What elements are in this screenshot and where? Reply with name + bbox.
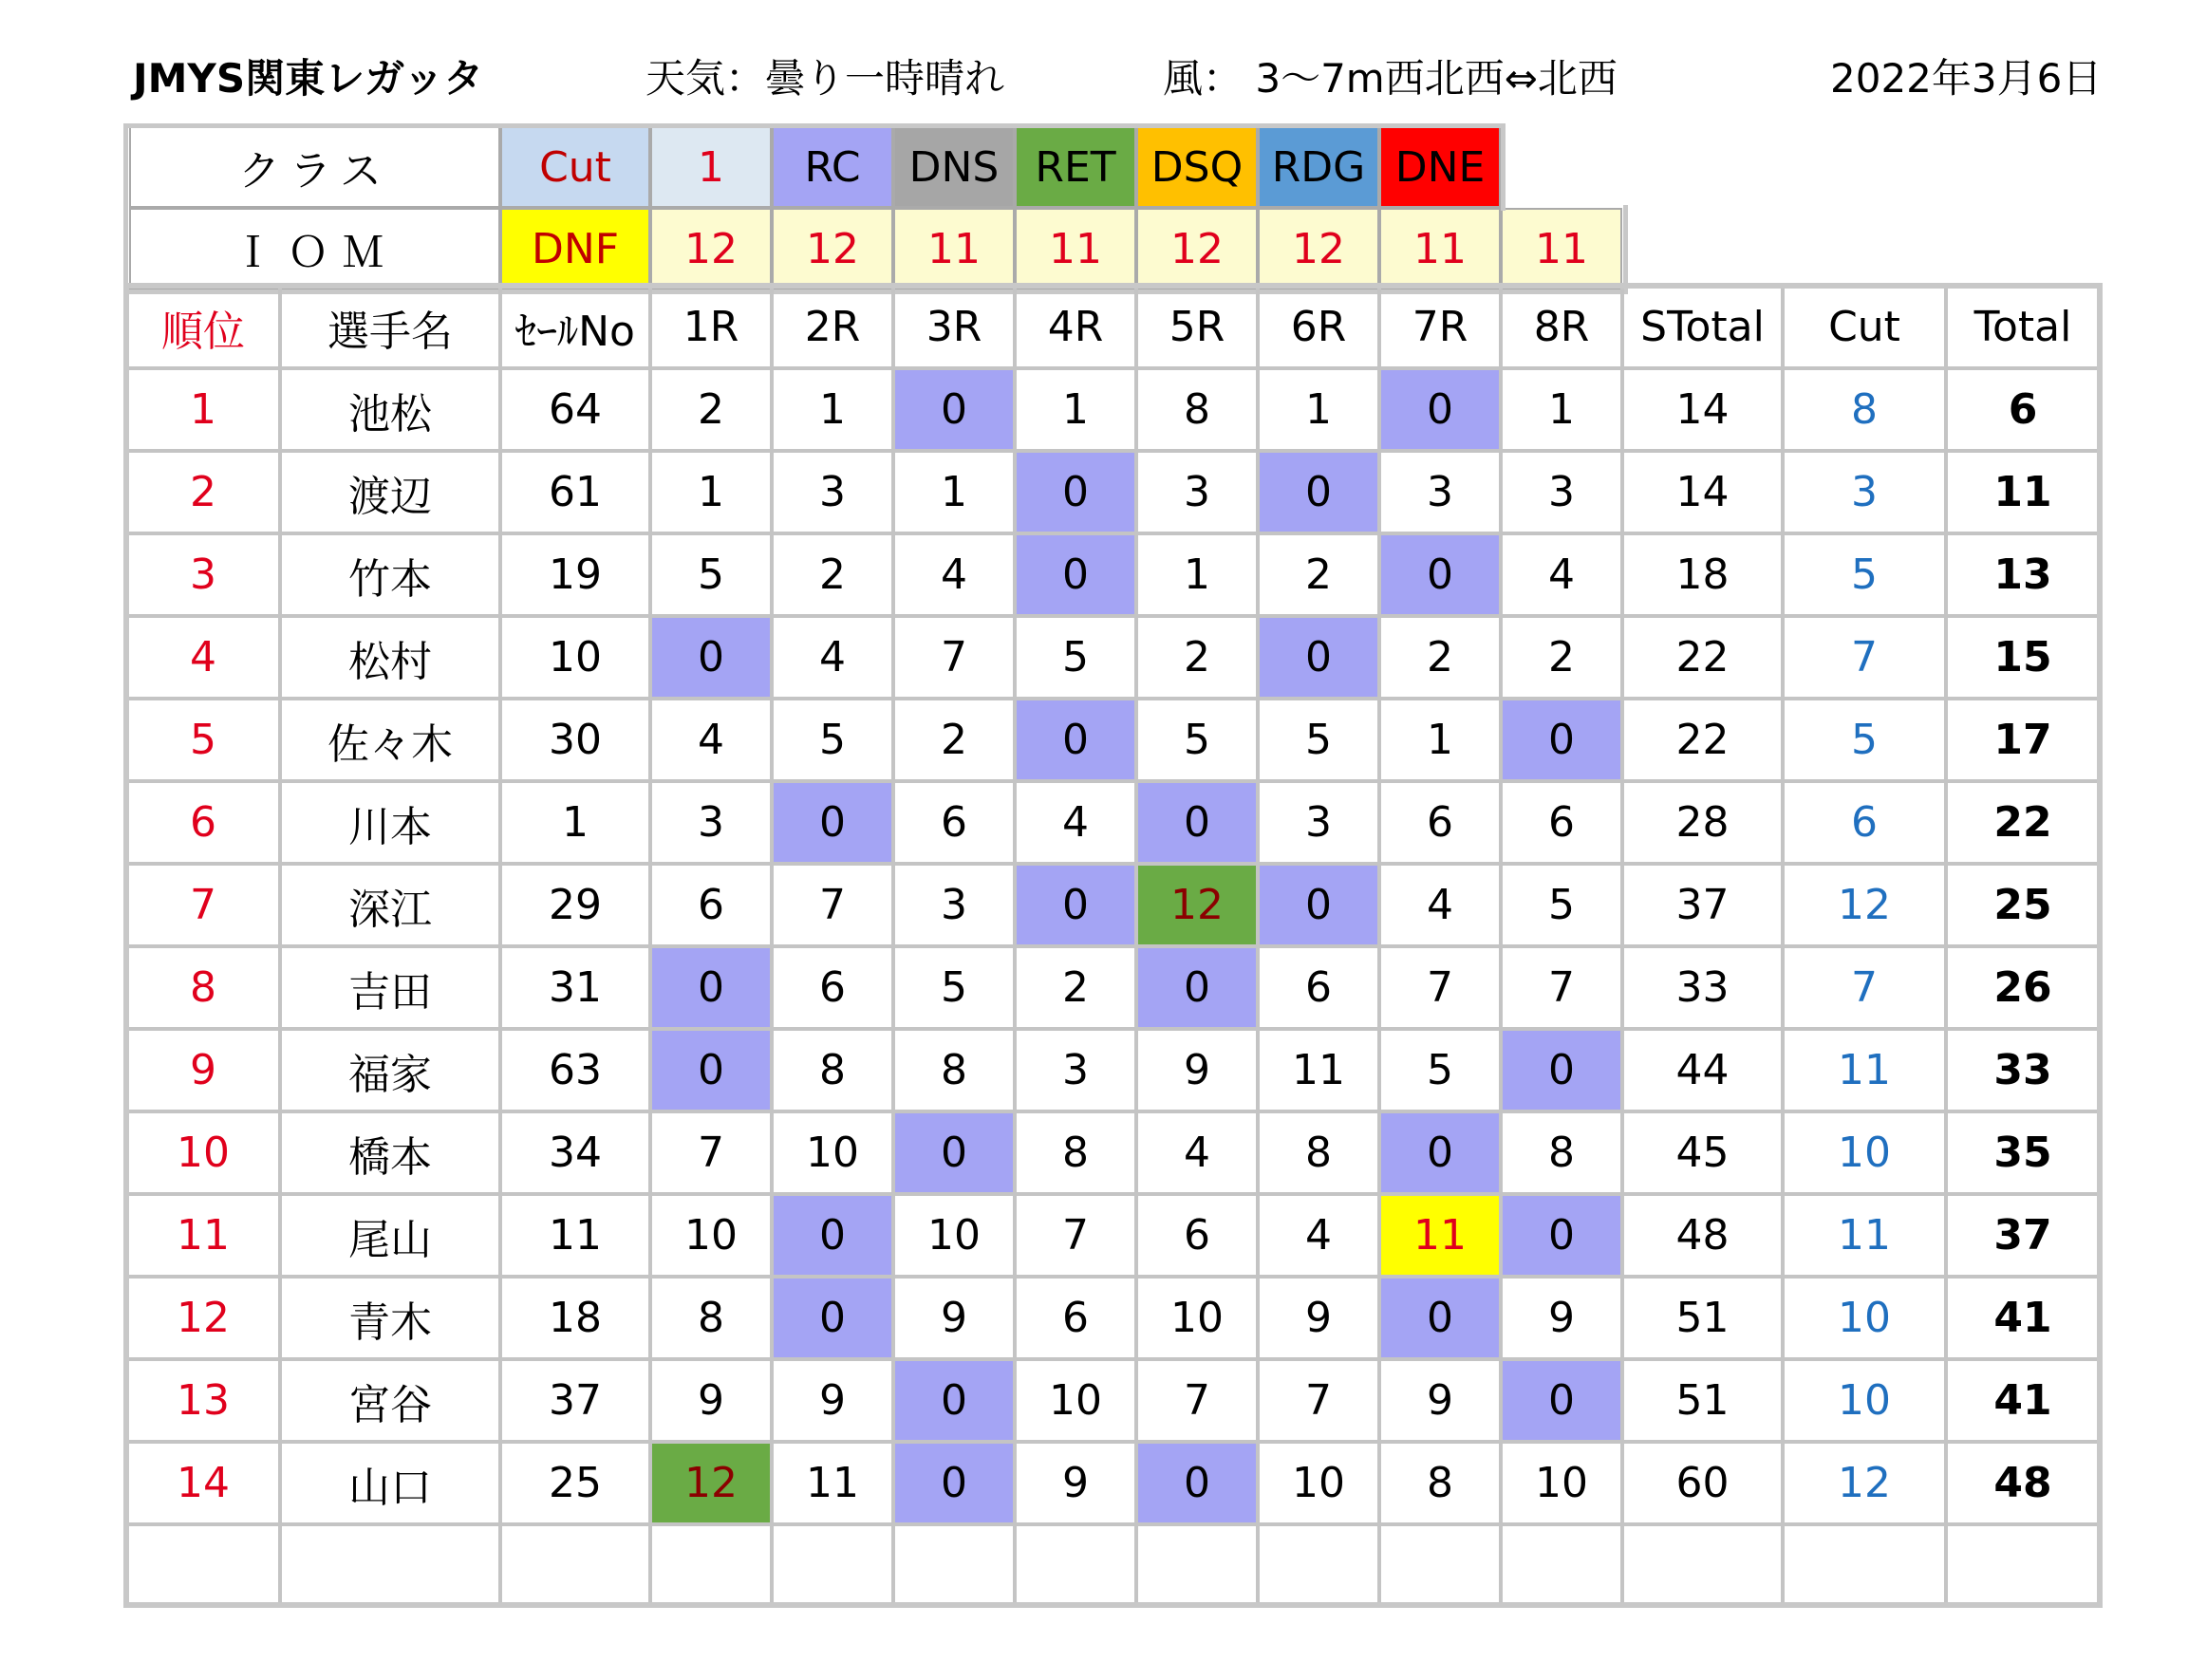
legend-code-dns: DNS xyxy=(893,126,1015,208)
empty-cell xyxy=(772,1524,893,1607)
race-score-cell: 0 xyxy=(650,616,772,699)
column-header: 5R xyxy=(1136,286,1258,368)
rank-cell: 6 xyxy=(126,781,280,864)
wind-info: 風： 3～7m西北西⇔北西 xyxy=(1163,55,1618,102)
sail-number-cell: 64 xyxy=(500,368,650,451)
regatta-title: JMYS関東レガッタ xyxy=(133,55,484,102)
race-score-cell: 0 xyxy=(772,781,893,864)
race-score-cell: 7 xyxy=(1015,1194,1136,1277)
sail-number-cell: 30 xyxy=(500,699,650,781)
subtotal-cell: 28 xyxy=(1622,781,1783,864)
race-score-cell: 7 xyxy=(1501,946,1622,1029)
race-score-cell: 12 xyxy=(650,1442,772,1524)
column-header: Cut xyxy=(1783,286,1946,368)
race-score-cell: 0 xyxy=(650,1029,772,1111)
subtotal-cell: 18 xyxy=(1622,533,1783,616)
race-score-cell: 0 xyxy=(1501,1029,1622,1111)
race-score-cell: 7 xyxy=(1379,946,1501,1029)
sailor-name-cell: 山口 xyxy=(280,1442,500,1524)
race-score-cell: 3 xyxy=(772,451,893,533)
legend-points: 11 xyxy=(1501,208,1622,289)
column-header: 順位 xyxy=(126,286,280,368)
race-score-cell: 0 xyxy=(893,1442,1015,1524)
race-score-cell: 8 xyxy=(1258,1111,1379,1194)
legend-points: 12 xyxy=(1258,208,1379,289)
race-score-cell: 9 xyxy=(1258,1277,1379,1359)
subtotal-cell: 14 xyxy=(1622,451,1783,533)
subtotal-cell: 22 xyxy=(1622,616,1783,699)
race-score-cell: 5 xyxy=(772,699,893,781)
legend-points: 12 xyxy=(1136,208,1258,289)
total-cell: 25 xyxy=(1946,864,2100,946)
race-score-cell: 5 xyxy=(1136,699,1258,781)
empty-cell xyxy=(650,1524,772,1607)
race-score-cell: 4 xyxy=(1258,1194,1379,1277)
race-score-cell: 11 xyxy=(1379,1194,1501,1277)
race-score-cell: 4 xyxy=(772,616,893,699)
sail-number-cell: 25 xyxy=(500,1442,650,1524)
class-label: クラス xyxy=(129,126,500,208)
race-score-cell: 0 xyxy=(1501,1194,1622,1277)
race-score-cell: 4 xyxy=(893,533,1015,616)
race-score-cell: 11 xyxy=(772,1442,893,1524)
cut-cell: 10 xyxy=(1783,1359,1946,1442)
race-score-cell: 10 xyxy=(1501,1442,1622,1524)
race-score-cell: 8 xyxy=(893,1029,1015,1111)
race-score-cell: 10 xyxy=(1258,1442,1379,1524)
column-header: 選手名 xyxy=(280,286,500,368)
race-score-cell: 9 xyxy=(893,1277,1015,1359)
race-score-cell: 9 xyxy=(1379,1359,1501,1442)
race-score-cell: 4 xyxy=(1501,533,1622,616)
race-score-cell: 8 xyxy=(1136,368,1258,451)
legend-code-rdg: RDG xyxy=(1258,126,1379,208)
race-score-cell: 0 xyxy=(1501,699,1622,781)
race-score-cell: 0 xyxy=(1136,946,1258,1029)
race-score-cell: 0 xyxy=(650,946,772,1029)
sail-number-cell: 11 xyxy=(500,1194,650,1277)
total-cell: 33 xyxy=(1946,1029,2100,1111)
race-score-cell: 5 xyxy=(1501,864,1622,946)
race-score-cell: 9 xyxy=(1501,1277,1622,1359)
race-score-cell: 6 xyxy=(1258,946,1379,1029)
race-score-cell: 8 xyxy=(650,1277,772,1359)
sailor-name-cell: 福家 xyxy=(280,1029,500,1111)
column-header: 6R xyxy=(1258,286,1379,368)
column-header: 1R xyxy=(650,286,772,368)
sailor-name-cell: 宮谷 xyxy=(280,1359,500,1442)
race-score-cell: 3 xyxy=(1136,451,1258,533)
total-cell: 35 xyxy=(1946,1111,2100,1194)
total-cell: 11 xyxy=(1946,451,2100,533)
race-score-cell: 10 xyxy=(772,1111,893,1194)
sail-number-cell: 19 xyxy=(500,533,650,616)
cut-cell: 11 xyxy=(1783,1194,1946,1277)
sail-number-cell: 37 xyxy=(500,1359,650,1442)
rank-cell: 9 xyxy=(126,1029,280,1111)
race-score-cell: 4 xyxy=(1379,864,1501,946)
race-score-cell: 7 xyxy=(650,1111,772,1194)
race-score-cell: 6 xyxy=(1501,781,1622,864)
sailor-name-cell: 松村 xyxy=(280,616,500,699)
class-value: ＩＯＭ xyxy=(129,208,500,289)
total-cell: 15 xyxy=(1946,616,2100,699)
race-score-cell: 3 xyxy=(1015,1029,1136,1111)
race-score-cell: 9 xyxy=(772,1359,893,1442)
race-score-cell: 3 xyxy=(1379,451,1501,533)
cut-cell: 12 xyxy=(1783,864,1946,946)
race-score-cell: 6 xyxy=(893,781,1015,864)
empty-cell xyxy=(1015,1524,1136,1607)
empty-cell xyxy=(1783,1524,1946,1607)
sail-number-cell: 61 xyxy=(500,451,650,533)
rank-cell: 3 xyxy=(126,533,280,616)
column-header: 4R xyxy=(1015,286,1136,368)
cut-cell: 10 xyxy=(1783,1277,1946,1359)
legend-points: 12 xyxy=(772,208,893,289)
race-score-cell: 6 xyxy=(1136,1194,1258,1277)
race-score-cell: 1 xyxy=(1258,368,1379,451)
subtotal-cell: 51 xyxy=(1622,1359,1783,1442)
rank-cell: 4 xyxy=(126,616,280,699)
cut-cell: 10 xyxy=(1783,1111,1946,1194)
empty-cell xyxy=(1501,1524,1622,1607)
subtotal-cell: 60 xyxy=(1622,1442,1783,1524)
empty-cell xyxy=(500,1524,650,1607)
regatta-date: 2022年3月6日 xyxy=(1830,55,2103,102)
sailor-name-cell: 青木 xyxy=(280,1277,500,1359)
subtotal-cell: 51 xyxy=(1622,1277,1783,1359)
sail-number-cell: 31 xyxy=(500,946,650,1029)
rank-cell: 12 xyxy=(126,1277,280,1359)
race-score-cell: 2 xyxy=(1015,946,1136,1029)
subtotal-cell: 33 xyxy=(1622,946,1783,1029)
race-score-cell: 3 xyxy=(650,781,772,864)
race-score-cell: 2 xyxy=(772,533,893,616)
race-score-cell: 9 xyxy=(1136,1029,1258,1111)
total-cell: 37 xyxy=(1946,1194,2100,1277)
race-score-cell: 7 xyxy=(772,864,893,946)
empty-cell xyxy=(1379,1524,1501,1607)
total-cell: 48 xyxy=(1946,1442,2100,1524)
sailor-name-cell: 竹本 xyxy=(280,533,500,616)
cut-cell: 7 xyxy=(1783,946,1946,1029)
race-score-cell: 4 xyxy=(650,699,772,781)
race-score-cell: 7 xyxy=(1258,1359,1379,1442)
race-score-cell: 5 xyxy=(1015,616,1136,699)
rank-cell: 14 xyxy=(126,1442,280,1524)
cut-cell: 5 xyxy=(1783,699,1946,781)
sail-number-cell: 34 xyxy=(500,1111,650,1194)
total-cell: 26 xyxy=(1946,946,2100,1029)
rank-cell: 8 xyxy=(126,946,280,1029)
race-score-cell: 0 xyxy=(1136,1442,1258,1524)
cut-cell: 8 xyxy=(1783,368,1946,451)
race-score-cell: 2 xyxy=(1136,616,1258,699)
sail-number-cell: 63 xyxy=(500,1029,650,1111)
race-score-cell: 0 xyxy=(1136,781,1258,864)
race-score-cell: 2 xyxy=(1258,533,1379,616)
cut-cell: 11 xyxy=(1783,1029,1946,1111)
sailor-name-cell: 尾山 xyxy=(280,1194,500,1277)
sail-number-cell: 10 xyxy=(500,616,650,699)
race-score-cell: 5 xyxy=(893,946,1015,1029)
column-header: STotal xyxy=(1622,286,1783,368)
race-score-cell: 5 xyxy=(650,533,772,616)
rank-cell: 1 xyxy=(126,368,280,451)
race-score-cell: 0 xyxy=(893,1111,1015,1194)
race-score-cell: 0 xyxy=(772,1277,893,1359)
column-header: 2R xyxy=(772,286,893,368)
sail-number-cell: 18 xyxy=(500,1277,650,1359)
sailor-name-cell: 池松 xyxy=(280,368,500,451)
column-header: ｾｰﾙNo xyxy=(500,286,650,368)
race-score-cell: 0 xyxy=(893,1359,1015,1442)
race-score-cell: 8 xyxy=(1015,1111,1136,1194)
cut-cell: 3 xyxy=(1783,451,1946,533)
column-header: 3R xyxy=(893,286,1015,368)
race-score-cell: 3 xyxy=(1501,451,1622,533)
race-score-cell: 1 xyxy=(650,451,772,533)
subtotal-cell: 22 xyxy=(1622,699,1783,781)
race-score-cell: 2 xyxy=(650,368,772,451)
legend-border xyxy=(123,123,1506,211)
race-score-cell: 1 xyxy=(1501,368,1622,451)
race-score-cell: 0 xyxy=(1258,451,1379,533)
race-score-cell: 10 xyxy=(1136,1277,1258,1359)
race-score-cell: 12 xyxy=(1136,864,1258,946)
cut-cell: 12 xyxy=(1783,1442,1946,1524)
legend-code-dsq: DSQ xyxy=(1136,126,1258,208)
empty-cell xyxy=(1136,1524,1258,1607)
sailor-name-cell: 川本 xyxy=(280,781,500,864)
race-score-cell: 5 xyxy=(1258,699,1379,781)
legend-points: 11 xyxy=(893,208,1015,289)
rank-cell: 11 xyxy=(126,1194,280,1277)
race-score-cell: 10 xyxy=(650,1194,772,1277)
empty-cell xyxy=(893,1524,1015,1607)
race-score-cell: 0 xyxy=(1379,533,1501,616)
total-cell: 17 xyxy=(1946,699,2100,781)
race-score-cell: 0 xyxy=(1258,616,1379,699)
column-header: 7R xyxy=(1379,286,1501,368)
rank-cell: 2 xyxy=(126,451,280,533)
race-score-cell: 8 xyxy=(1379,1442,1501,1524)
legend-code-ret: RET xyxy=(1015,126,1136,208)
empty-cell xyxy=(280,1524,500,1607)
race-score-cell: 9 xyxy=(650,1359,772,1442)
race-score-cell: 7 xyxy=(1136,1359,1258,1442)
race-score-cell: 6 xyxy=(1379,781,1501,864)
race-score-cell: 0 xyxy=(1015,451,1136,533)
race-score-cell: 2 xyxy=(1379,616,1501,699)
race-score-cell: 0 xyxy=(1015,533,1136,616)
race-score-cell: 0 xyxy=(1015,864,1136,946)
race-score-cell: 5 xyxy=(1379,1029,1501,1111)
race-score-cell: 1 xyxy=(772,368,893,451)
empty-cell xyxy=(1622,1524,1783,1607)
race-score-cell: 3 xyxy=(893,864,1015,946)
rank-cell: 10 xyxy=(126,1111,280,1194)
legend-points: 12 xyxy=(650,208,772,289)
race-score-cell: 0 xyxy=(1258,864,1379,946)
total-cell: 13 xyxy=(1946,533,2100,616)
legend-code-cut: Cut xyxy=(500,126,650,208)
weather-info: 天気：曇り一時晴れ xyxy=(645,55,1005,102)
race-score-cell: 9 xyxy=(1015,1442,1136,1524)
subtotal-cell: 37 xyxy=(1622,864,1783,946)
race-score-cell: 10 xyxy=(1015,1359,1136,1442)
column-header: Total xyxy=(1946,286,2100,368)
race-score-cell: 2 xyxy=(1501,616,1622,699)
sailor-name-cell: 吉田 xyxy=(280,946,500,1029)
race-score-cell: 0 xyxy=(1379,1111,1501,1194)
race-score-cell: 6 xyxy=(772,946,893,1029)
legend-code-dne: DNE xyxy=(1379,126,1501,208)
race-score-cell: 7 xyxy=(893,616,1015,699)
cut-cell: 7 xyxy=(1783,616,1946,699)
subtotal-cell: 48 xyxy=(1622,1194,1783,1277)
total-cell: 41 xyxy=(1946,1359,2100,1442)
total-cell: 6 xyxy=(1946,368,2100,451)
race-score-cell: 0 xyxy=(893,368,1015,451)
column-header: 8R xyxy=(1501,286,1622,368)
subtotal-cell: 14 xyxy=(1622,368,1783,451)
race-score-cell: 6 xyxy=(650,864,772,946)
subtotal-cell: 44 xyxy=(1622,1029,1783,1111)
race-score-cell: 1 xyxy=(1379,699,1501,781)
race-score-cell: 2 xyxy=(893,699,1015,781)
legend-code-1: 1 xyxy=(650,126,772,208)
race-score-cell: 1 xyxy=(1136,533,1258,616)
cut-cell: 6 xyxy=(1783,781,1946,864)
race-score-cell: 1 xyxy=(1015,368,1136,451)
empty-cell xyxy=(1946,1524,2100,1607)
empty-cell xyxy=(126,1524,280,1607)
race-score-cell: 0 xyxy=(1501,1359,1622,1442)
sailor-name-cell: 渡辺 xyxy=(280,451,500,533)
race-score-cell: 6 xyxy=(1015,1277,1136,1359)
empty-cell xyxy=(1258,1524,1379,1607)
race-score-cell: 0 xyxy=(1379,368,1501,451)
race-score-cell: 0 xyxy=(772,1194,893,1277)
race-score-cell: 0 xyxy=(1015,699,1136,781)
race-score-cell: 11 xyxy=(1258,1029,1379,1111)
legend-points: 11 xyxy=(1379,208,1501,289)
race-score-cell: 3 xyxy=(1258,781,1379,864)
legend-code-rc: RC xyxy=(772,126,893,208)
total-cell: 22 xyxy=(1946,781,2100,864)
sailor-name-cell: 深江 xyxy=(280,864,500,946)
subtotal-cell: 45 xyxy=(1622,1111,1783,1194)
race-score-cell: 8 xyxy=(1501,1111,1622,1194)
total-cell: 41 xyxy=(1946,1277,2100,1359)
sail-number-cell: 1 xyxy=(500,781,650,864)
rank-cell: 13 xyxy=(126,1359,280,1442)
race-score-cell: 4 xyxy=(1136,1111,1258,1194)
sailor-name-cell: 橋本 xyxy=(280,1111,500,1194)
race-score-cell: 8 xyxy=(772,1029,893,1111)
legend-points: 11 xyxy=(1015,208,1136,289)
sailor-name-cell: 佐々木 xyxy=(280,699,500,781)
race-score-cell: 4 xyxy=(1015,781,1136,864)
sail-number-cell: 29 xyxy=(500,864,650,946)
race-score-cell: 0 xyxy=(1379,1277,1501,1359)
rank-cell: 7 xyxy=(126,864,280,946)
legend-points: DNF xyxy=(500,208,650,289)
race-score-cell: 1 xyxy=(893,451,1015,533)
cut-cell: 5 xyxy=(1783,533,1946,616)
race-score-cell: 10 xyxy=(893,1194,1015,1277)
rank-cell: 5 xyxy=(126,699,280,781)
legend-border-lower xyxy=(123,205,1628,294)
